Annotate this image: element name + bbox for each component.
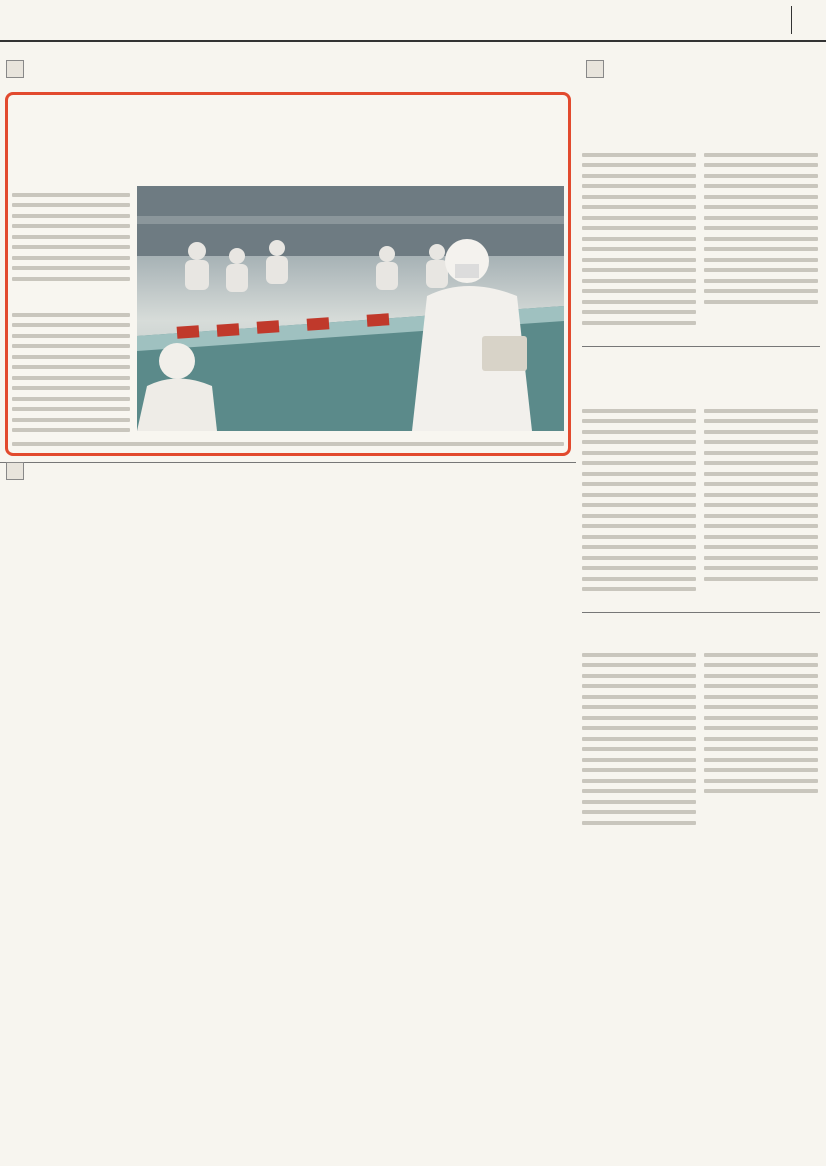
right-article-3 [582,618,820,838]
lead-column-1 [12,186,130,446]
factory-workers-illustration [137,186,564,431]
flag-char [6,462,24,480]
section-flag-xiaoxi [586,60,609,78]
flag-char [6,60,24,78]
lead-column-1-text-b [12,306,130,446]
lead-columns-under-photo [12,440,564,450]
page-header [0,0,826,44]
section-flag-shanghui [6,60,29,78]
lead-photo [137,186,564,431]
right-article-1 [582,96,820,341]
right-article-2 [582,352,820,610]
lead-column-1-text [12,186,130,290]
section-flag-dangqi [6,462,29,480]
flag-char [586,60,604,78]
